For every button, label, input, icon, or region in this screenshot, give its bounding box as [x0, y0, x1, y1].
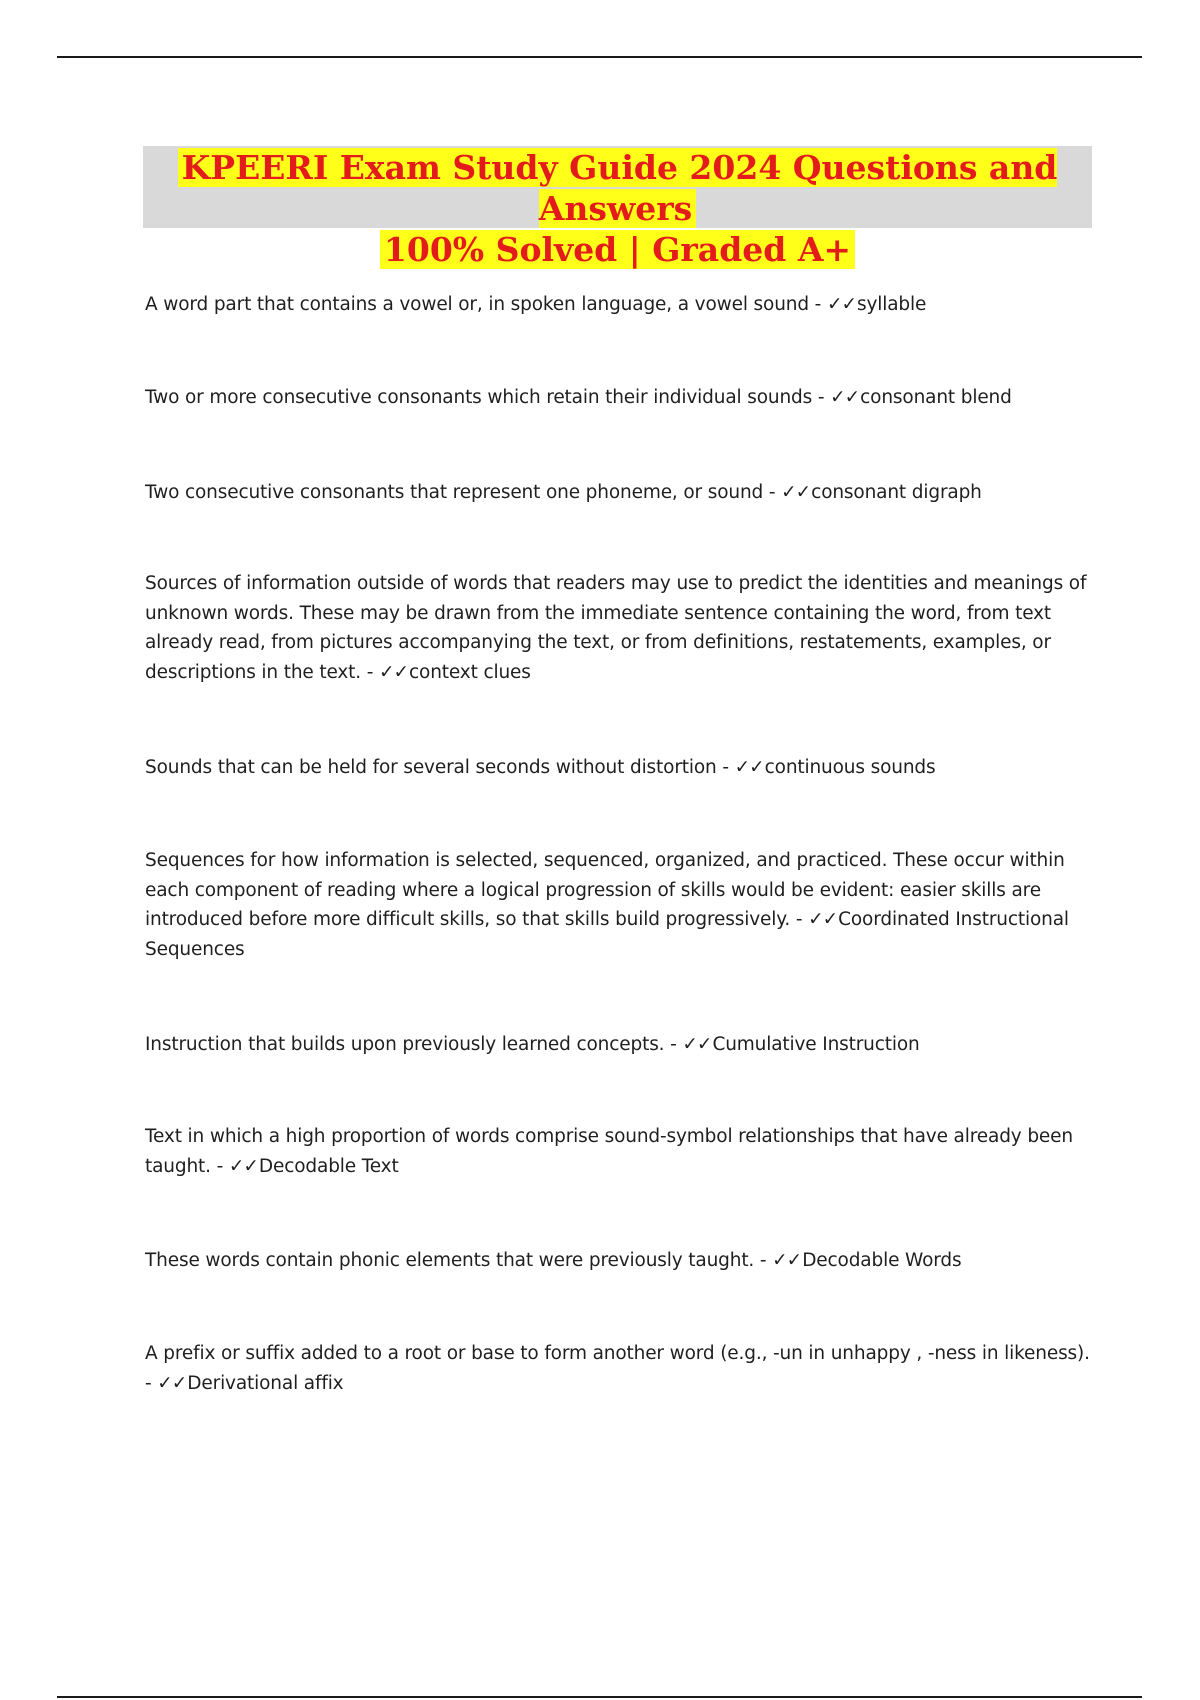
- qa-item: Sources of information outside of words that readers may use to predict the identities and meanings of unknown words. These may be drawn from the immediate sentence containing the word, from text already read, from pictures accompanying the text, or from definitions, restatements, examples, or descriptions in the text. - ✓✓context clues: [145, 573, 1087, 683]
- question-text: Two or more consecutive consonants which retain their individual sounds: [145, 387, 813, 408]
- check-icon: ✓✓: [682, 1034, 712, 1055]
- qa-item: Text in which a high proportion of words comprise sound-symbol relationships that have already been taught. - ✓✓Decodable Text: [145, 1126, 1073, 1177]
- qa-item: Instruction that builds upon previously learned concepts. - ✓✓Cumulative Instruction: [145, 1034, 920, 1055]
- top-rule: [57, 56, 1142, 58]
- qa-item: Sounds that can be held for several seconds without distortion - ✓✓continuous sounds: [145, 757, 936, 778]
- qa-item: Two or more consecutive consonants which retain their individual sounds - ✓✓consonant blend: [145, 387, 1012, 408]
- check-icon: ✓✓: [379, 661, 409, 683]
- question-text: A word part that contains a vowel or, in spoken language, a vowel sound: [145, 294, 809, 315]
- qa-item: A word part that contains a vowel or, in spoken language, a vowel sound - ✓✓syllable: [145, 294, 927, 315]
- answer-text: syllable: [856, 294, 927, 315]
- answer-text: Decodable Words: [802, 1250, 962, 1271]
- question-text: Text in which a high proportion of words comprise sound-symbol relationships that have already been taught.: [145, 1126, 1073, 1177]
- question-text: A prefix or suffix added to a root or base to form another word (e.g., -un in unhappy , -ness in likeness).: [145, 1343, 1090, 1364]
- question-text: Sequences for how information is selected, sequenced, organized, and practiced. These occur within each component of reading where a logical progression of skills would be evident: easier skills are introduced before more difficult skills, so that skills build progressively.: [145, 850, 1065, 930]
- check-icon: ✓✓: [157, 1372, 187, 1394]
- question-text: Sources of information outside of words that readers may use to predict the identities and meanings of unknown words. These may be drawn from the immediate sentence containing the word, from text already read, from pictures accompanying the text, or from definitions, restatements, examples, or descriptions in the text.: [145, 573, 1087, 683]
- bottom-rule: [57, 1696, 1142, 1698]
- qa-item: Sequences for how information is selected, sequenced, organized, and practiced. These occur within each component of reading where a logical progression of skills would be evident: easier skills are introduced before more difficult skills, so that skills build progressively. - ✓✓Coordinated Instructional Sequences: [145, 850, 1069, 960]
- question-text: These words contain phonic elements that were previously taught.: [145, 1250, 755, 1271]
- answer-text: consonant blend: [860, 387, 1012, 408]
- check-icon: ✓✓: [826, 294, 856, 315]
- answer-text: context clues: [409, 661, 531, 683]
- question-text: Sounds that can be held for several seconds without distortion: [145, 757, 717, 778]
- question-text: Instruction that builds upon previously learned concepts.: [145, 1034, 665, 1055]
- check-icon: ✓✓: [781, 482, 811, 503]
- answer-text: continuous sounds: [764, 757, 936, 778]
- title-banner: [143, 146, 1092, 269]
- check-icon: ✓✓: [734, 757, 764, 778]
- qa-item: These words contain phonic elements that were previously taught. - ✓✓Decodable Words: [145, 1250, 962, 1271]
- check-icon: ✓✓: [228, 1155, 258, 1177]
- check-icon: ✓✓: [772, 1250, 802, 1271]
- answer-text: consonant digraph: [811, 482, 982, 503]
- check-icon: ✓✓: [830, 387, 860, 408]
- title-line-1: KPEERI Exam Study Guide 2024 Questions and Answers: [178, 148, 1058, 228]
- question-text: Two consecutive consonants that represent one phoneme, or sound: [145, 482, 764, 503]
- check-icon: ✓✓: [808, 909, 838, 930]
- answer-text: Decodable Text: [258, 1155, 399, 1177]
- title-line-2: 100% Solved | Graded A+: [380, 230, 855, 269]
- answer-text: Derivational affix: [187, 1372, 344, 1394]
- qa-item: A prefix or suffix added to a root or base to form another word (e.g., -un in unhappy , -ness in likeness). - ✓✓Derivational affix: [145, 1343, 1090, 1394]
- qa-item: Two consecutive consonants that represent one phoneme, or sound - ✓✓consonant digraph: [145, 482, 982, 503]
- answer-text: Coordinated Instructional Sequences: [145, 909, 1069, 960]
- answer-text: Cumulative Instruction: [712, 1034, 920, 1055]
